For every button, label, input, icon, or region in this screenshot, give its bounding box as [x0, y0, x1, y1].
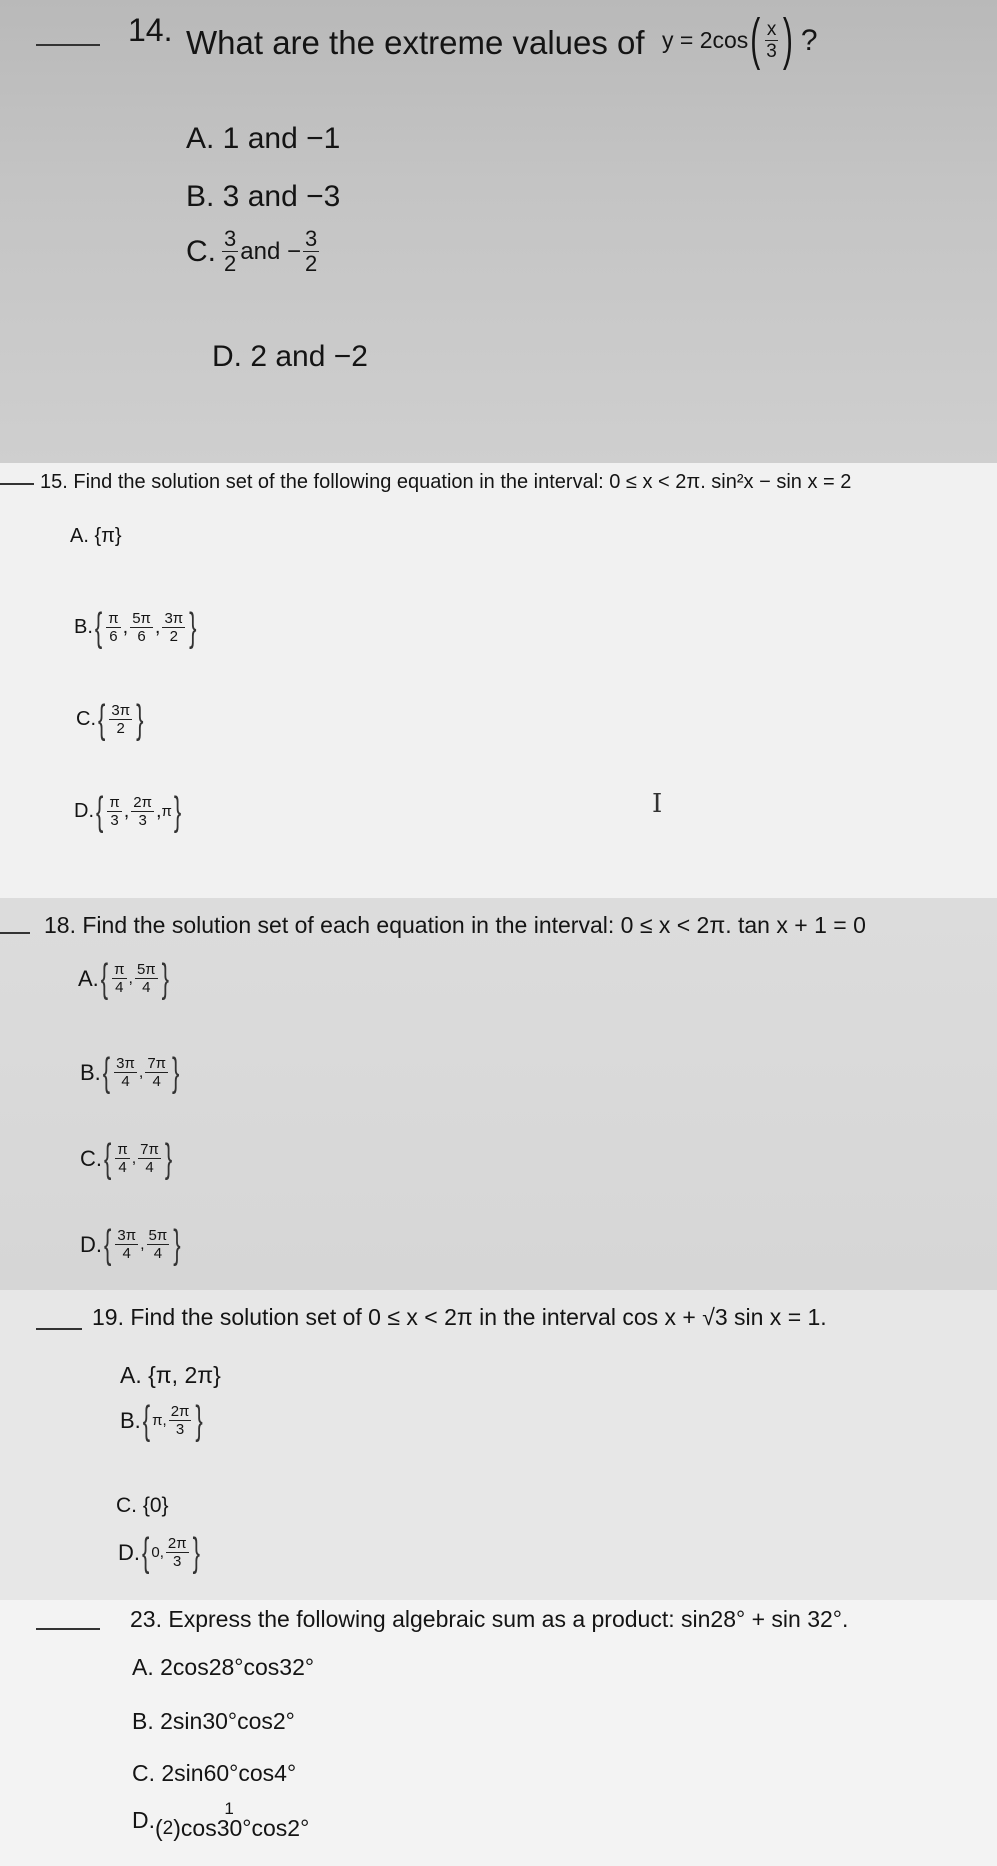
function-numerator: x: [766, 19, 777, 40]
fraction-denominator: 4: [145, 1159, 154, 1176]
fraction-denominator: 6: [137, 628, 146, 645]
option-19-a[interactable]: A. {π, 2π}: [120, 1362, 221, 1388]
option-23-a[interactable]: A. 2cos28°cos32°: [132, 1654, 315, 1680]
option-15-c[interactable]: C. { $\frac{3\pi}{2}$ }: [76, 696, 144, 742]
function-lhs: y = 2cos: [662, 27, 749, 53]
question-19-text: 19. Find the solution set of 0 ≤ x < 2π in the interval cos x + √3 sin x = 1.: [92, 1304, 827, 1330]
answer-blank-19[interactable]: [36, 1328, 82, 1330]
question-14-section: [0, 0, 997, 463]
option-23-b[interactable]: B. 2sin30°cos2°: [132, 1708, 295, 1734]
answer-blank-18[interactable]: [0, 932, 30, 934]
option-18-b[interactable]: B. { $\frac{3\pi}{4}$ , $\frac{7\pi}{4}$ }: [80, 1049, 180, 1095]
fraction-numerator: 3π: [111, 702, 131, 719]
fraction-numerator: 7π: [147, 1055, 167, 1072]
fraction-numerator: 5π: [148, 1227, 168, 1244]
option-19-c[interactable]: C. {0}: [116, 1494, 169, 1517]
question-19-section: [0, 1290, 997, 1600]
question-14-function: y = 2cos ( $\frac{x}{3}$ ) ?: [662, 8, 818, 71]
fraction-numerator: π: [109, 794, 120, 811]
question-number-14: 14.: [128, 12, 173, 48]
question-15-section: [0, 463, 997, 898]
question-number-15: 15.: [40, 471, 68, 493]
option-label: B.: [74, 616, 93, 638]
option-14-d[interactable]: D. 2 and −2: [212, 340, 368, 373]
answer-blank-23[interactable]: [36, 1628, 100, 1630]
option-label: C.: [186, 234, 216, 268]
option-14-a[interactable]: A. 1 and −1: [186, 122, 341, 155]
option-18-c[interactable]: C. { $\frac{\pi}{4}$ , $\frac{7\pi}{4}$ }: [80, 1135, 173, 1181]
fraction-denominator: 4: [118, 1159, 127, 1176]
fraction-denominator: 3: [138, 812, 147, 829]
fraction-numerator: π: [117, 1141, 128, 1158]
fraction-numerator: 5π: [136, 961, 156, 978]
fraction-denominator: 2: [169, 628, 178, 645]
fraction-denominator: 4: [122, 1245, 131, 1262]
question-23-section: [0, 1600, 997, 1866]
question-18-section: [0, 898, 997, 1290]
question-mark: ?: [800, 23, 818, 57]
answer-blank-15[interactable]: [0, 483, 34, 485]
option-19-b[interactable]: B. { π, $\frac{2\pi}{3}$ }: [120, 1397, 203, 1443]
fraction-numerator: 5π: [132, 610, 151, 627]
option-label: D.: [118, 1539, 140, 1565]
fraction-numerator: 3: [304, 226, 318, 251]
text-cursor-icon: I: [652, 789, 663, 819]
question-14-text: What are the extreme values of: [186, 24, 645, 61]
fraction-denominator: 2: [224, 251, 237, 276]
fraction-denominator: 3: [173, 1553, 182, 1570]
fraction-denominator: 4: [142, 979, 151, 996]
question-text: Find the solution set of the following equation in the interval: 0 ≤ x < 2π. sin²x − sin x = 2: [73, 471, 852, 493]
fraction-denominator: 4: [121, 1073, 130, 1090]
function-denominator: 3: [766, 41, 777, 62]
option-14-c[interactable]: [186, 228, 321, 275]
fraction-numerator: π: [114, 961, 125, 978]
fraction-numerator: 3π: [116, 1055, 135, 1072]
option-text: cos30°cos2°: [180, 1815, 310, 1841]
fraction-numerator: 2π: [133, 794, 152, 811]
fraction-numerator: 3π: [164, 610, 184, 627]
option-label: D.: [74, 800, 94, 822]
option-text: π,: [152, 1412, 167, 1429]
option-label: C.: [80, 1145, 102, 1171]
fraction-numerator: 1: [224, 1799, 234, 1818]
fraction-denominator: 2: [162, 1818, 174, 1839]
question-15-text: [40, 471, 851, 494]
option-label: D.: [132, 1807, 155, 1833]
option-label: B.: [120, 1407, 141, 1433]
option-14-b[interactable]: B. 3 and −3: [186, 180, 341, 213]
fraction-denominator: 6: [109, 628, 118, 645]
option-label: D.: [80, 1231, 102, 1257]
option-18-a[interactable]: A. { $\frac{\pi}{4}$ , $\frac{5\pi}{4}$ }: [78, 955, 170, 1001]
option-23-c[interactable]: C. 2sin60°cos4°: [132, 1760, 297, 1786]
fraction-numerator: 3: [224, 226, 237, 251]
fraction-denominator: 3: [110, 812, 119, 829]
fraction-numerator: 3π: [117, 1227, 137, 1244]
fraction-numerator: 2π: [170, 1403, 190, 1420]
fraction-denominator: 3: [175, 1421, 185, 1438]
fraction-numerator: 7π: [140, 1141, 159, 1158]
option-15-d[interactable]: D. { $\frac{\pi}{3}$ , $\frac{2\pi}{3}$ , π }: [74, 788, 182, 834]
option-text: and −: [240, 237, 301, 265]
question-18-text: 18. Find the solution set of each equation in the interval: 0 ≤ x < 2π. tan x + 1 = 0: [44, 912, 866, 938]
fraction-denominator: 4: [115, 979, 124, 996]
question-23-text: 23. Express the following algebraic sum as a product: sin28° + sin 32°.: [130, 1606, 849, 1632]
option-label: B.: [80, 1059, 101, 1085]
option-label: C.: [76, 708, 96, 730]
option-19-d[interactable]: D. { 0, $\frac{2\pi}{3}$ }: [118, 1529, 200, 1575]
fraction-denominator: 2: [116, 720, 125, 737]
option-text: 0,: [151, 1544, 164, 1561]
option-15-a[interactable]: A. {π}: [70, 525, 122, 547]
answer-blank-14[interactable]: [36, 44, 100, 46]
option-15-b[interactable]: B. { $\frac{\pi}{6}$ , $\frac{5\pi}{6}$ , $\frac{3\pi}{2}$ }: [74, 604, 197, 650]
fraction-denominator: 4: [153, 1245, 163, 1262]
option-label: A.: [78, 965, 99, 991]
fraction-denominator: 4: [152, 1073, 161, 1090]
option-text: π: [161, 803, 172, 820]
fraction-numerator: 2π: [167, 1535, 187, 1552]
fraction-denominator: 2: [304, 251, 318, 276]
option-23-d[interactable]: D. 1 ( 2 ) cos30°cos2°: [132, 1799, 310, 1841]
option-18-d[interactable]: D. { $\frac{3\pi}{4}$ , $\frac{5\pi}{4}$ }: [80, 1221, 181, 1267]
fraction-numerator: π: [108, 610, 119, 627]
